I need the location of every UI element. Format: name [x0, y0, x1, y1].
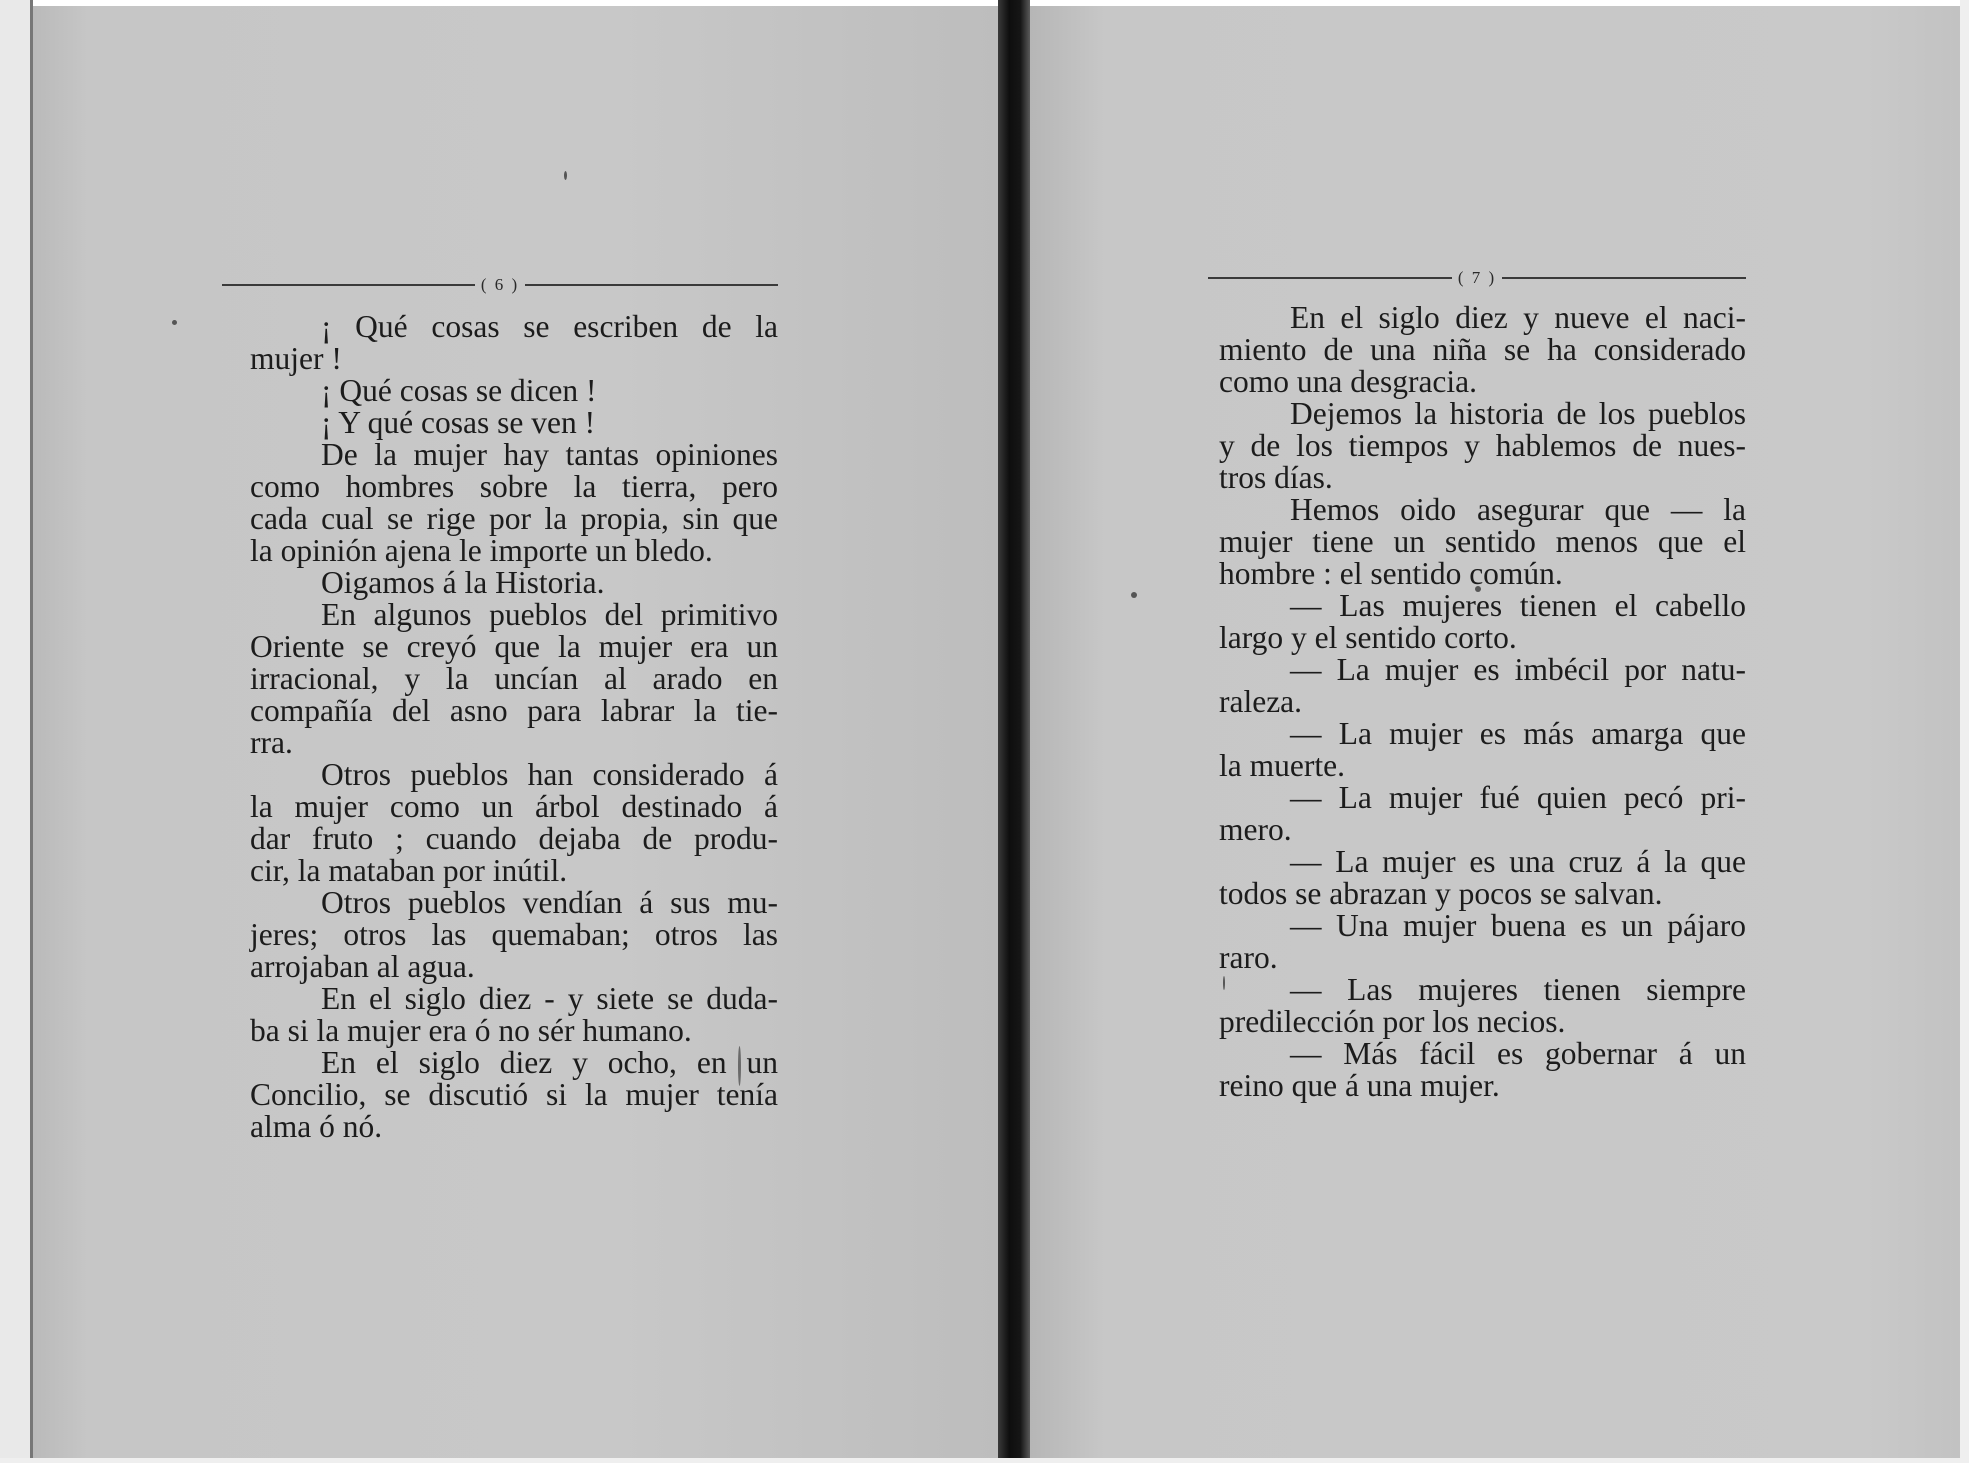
ink-speck	[564, 171, 567, 180]
text-line: Oriente se creyó que la mujer era un	[250, 629, 778, 664]
text-line: ¡ Qué cosas se escriben de la	[321, 309, 778, 344]
text-line: — Las mujeres tienen siempre	[1290, 972, 1746, 1007]
text-line: la mujer como un árbol destinado á	[250, 789, 778, 824]
text-line: En algunos pueblos del primitivo	[321, 597, 778, 632]
right-page-number: ( 7 )	[1457, 268, 1497, 287]
text-line: alma ó nó.	[250, 1109, 383, 1144]
text-line: arrojaban al agua.	[250, 949, 475, 984]
scan-left-margin	[0, 0, 30, 1463]
text-line: Oigamos á la Historia.	[321, 565, 605, 600]
text-line: — La mujer fué quien pecó pri-	[1290, 780, 1746, 815]
text-line: hombre : el sentido común.	[1219, 556, 1563, 591]
text-line: predilección por los necios.	[1219, 1004, 1566, 1039]
text-line: largo y el sentido corto.	[1219, 620, 1517, 655]
header-rule	[1208, 277, 1452, 279]
text-line: ¡ Qué cosas se dicen !	[321, 373, 597, 408]
text-line: reino que á una mujer.	[1219, 1068, 1500, 1103]
text-line: raro.	[1219, 940, 1278, 975]
text-line: la muerte.	[1219, 748, 1345, 783]
text-line: cir, la mataban por inútil.	[250, 853, 568, 888]
text-line: compañía del asno para labrar la tie-	[250, 693, 778, 728]
text-line: — La mujer es una cruz á la que	[1290, 844, 1746, 879]
text-line: — La mujer es imbécil por natu-	[1290, 652, 1746, 687]
text-line: Otros pueblos vendían á sus mu-	[321, 885, 778, 920]
text-line: mero.	[1219, 812, 1292, 847]
left-page-header	[222, 273, 778, 297]
text-line: la opinión ajena le importe un bledo.	[250, 533, 713, 568]
right-page-body	[1219, 302, 1746, 1102]
ink-speck	[1131, 592, 1137, 598]
book-gutter	[998, 0, 1030, 1463]
text-line: irracional, y la uncían al arado en	[250, 661, 778, 696]
text-line: miento de una niña se ha considerado	[1219, 332, 1746, 367]
text-line: raleza.	[1219, 684, 1303, 719]
left-page-number: ( 6 )	[480, 275, 520, 294]
text-line: En el siglo diez y nueve el naci-	[1290, 300, 1746, 335]
text-line: rra.	[250, 725, 293, 760]
scan-bottom-margin	[0, 1458, 1969, 1463]
scan-right-margin	[1960, 0, 1969, 1463]
left-page-body	[250, 311, 778, 1143]
scan-edge-line	[30, 0, 33, 1463]
header-rule	[1502, 277, 1746, 279]
right-page-header	[1208, 266, 1746, 290]
text-line: como hombres sobre la tierra, pero	[250, 469, 778, 504]
text-line: En el siglo diez y ocho, en un	[321, 1045, 778, 1080]
text-line: ¡ Y qué cosas se ven !	[321, 405, 596, 440]
ink-speck	[172, 320, 177, 325]
text-line: — La mujer es más amarga que	[1290, 716, 1746, 751]
text-line: — Más fácil es gobernar á un	[1290, 1036, 1746, 1071]
text-line: cada cual se rige por la propia, sin que	[250, 501, 778, 536]
text-line: tros días.	[1219, 460, 1333, 495]
text-line: ba si la mujer era ó no sér humano.	[250, 1013, 692, 1048]
text-line: — Una mujer buena es un pájaro	[1290, 908, 1746, 943]
text-line: — Las mujeres tienen el cabello	[1290, 588, 1746, 623]
text-line: En el siglo diez - y siete se duda-	[321, 981, 778, 1016]
text-line: Concilio, se discutió si la mujer tenía	[250, 1077, 778, 1112]
text-line: y de los tiempos y hablemos de nues-	[1219, 428, 1746, 463]
text-line: mujer tiene un sentido menos que el	[1219, 524, 1746, 559]
text-line: todos se abrazan y pocos se salvan.	[1219, 876, 1663, 911]
text-line: Dejemos la historia de los pueblos	[1290, 396, 1746, 431]
text-line: Otros pueblos han considerado á	[321, 757, 778, 792]
text-line: como una desgracia.	[1219, 364, 1478, 399]
text-line: dar fruto ; cuando dejaba de produ-	[250, 821, 778, 856]
text-line: Hemos oido asegurar que — la	[1290, 492, 1746, 527]
text-line: jeres; otros las quemaban; otros las	[250, 917, 778, 952]
header-rule	[525, 284, 778, 286]
text-line: De la mujer hay tantas opiniones	[321, 437, 778, 472]
text-line: mujer !	[250, 341, 342, 376]
header-rule	[222, 284, 475, 286]
